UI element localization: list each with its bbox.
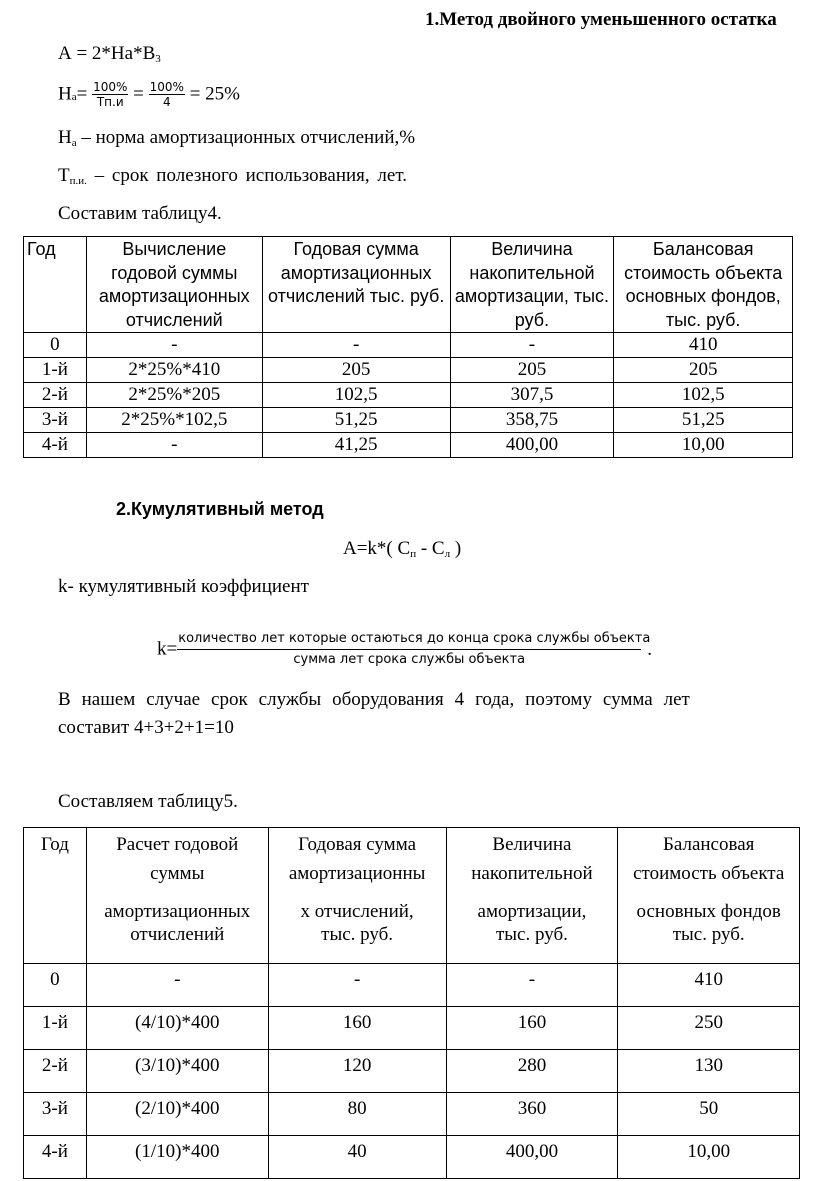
table-cell: 160 (268, 1007, 446, 1050)
table-cell: - (450, 333, 614, 358)
header-line: Расчет годовой суммы (116, 834, 239, 884)
rate-fraction-1 (92, 80, 128, 109)
header-line: х отчислений, тыс. руб. (300, 901, 414, 945)
k-period: . (647, 638, 652, 660)
table-cell: - (86, 433, 262, 458)
table-cell: - (268, 964, 446, 1007)
table-cell: 0 (24, 333, 87, 358)
table-cell: 130 (618, 1050, 800, 1093)
header-cell (618, 828, 800, 964)
paragraph-line-1: В нашем случае срок службы оборудования 4 года, поэтому сумма лет (58, 689, 690, 710)
table-cell: 120 (268, 1050, 446, 1093)
table-row (24, 333, 793, 358)
table5-intro: Составляем таблицу5. (58, 791, 238, 812)
table-cell: 10,00 (618, 1136, 800, 1179)
formula-cumulative (343, 538, 461, 560)
table-header-row (24, 237, 793, 333)
rate-symbol: Н (58, 83, 72, 105)
table-cell: 400,00 (446, 1136, 618, 1179)
header-cell: Величина накопительной амортизации, тыс. руб. (450, 237, 614, 333)
table-row (24, 383, 793, 408)
rate-eq: = (76, 83, 88, 105)
table-row (24, 1050, 800, 1093)
table-cell: 3-й (24, 1093, 87, 1136)
header-line: амортизационных отчислений (104, 901, 251, 945)
table-cell: 40 (268, 1136, 446, 1179)
table-row (24, 964, 800, 1007)
eq-sign: = (133, 83, 144, 105)
header-cell: Год (24, 237, 87, 333)
table-cell: 1-й (24, 1007, 87, 1050)
table-cell: 205 (262, 358, 450, 383)
table-cell: 410 (614, 333, 793, 358)
header-cell (86, 828, 268, 964)
definition-term (58, 165, 407, 187)
def-symbol: Н (58, 127, 72, 148)
header-cell (268, 828, 446, 964)
table-cell: (4/10)*400 (86, 1007, 268, 1050)
table-cell: 358,75 (450, 408, 614, 433)
table-row (24, 1136, 800, 1179)
paragraph-line-2: составит 4+3+2+1=10 (58, 717, 234, 738)
table-cell: 10,00 (614, 433, 793, 458)
table5 (23, 827, 800, 1179)
table-row (24, 433, 793, 458)
table-cell: 410 (618, 964, 800, 1007)
rate-subscript: а (71, 90, 77, 103)
table-cell: 2*25%*102,5 (86, 408, 262, 433)
table-cell: 41,25 (262, 433, 450, 458)
section1-heading: 1.Метод двойного уменьшенного остатка (425, 9, 777, 30)
table-cell: 307,5 (450, 383, 614, 408)
table-cell: 1-й (24, 358, 87, 383)
definition-rate (58, 127, 415, 149)
k-definition: k- кумулятивный коэффициент (58, 576, 309, 597)
table-cell: (2/10)*400 (86, 1093, 268, 1136)
header-cell: Годовая сумма амортизационных отчислений тыс. руб. (262, 237, 450, 333)
formula-text: А = 2*На*В (58, 43, 156, 64)
fraction-denominator: 4 (149, 94, 185, 109)
table-cell: 4-й (24, 1136, 87, 1179)
header-cell (446, 828, 618, 964)
header-line: Величина накопительной (471, 834, 593, 884)
table-cell: 360 (446, 1093, 618, 1136)
header-cell: Вычисление годовой суммы амортизационных отчислений (86, 237, 262, 333)
table-cell: 80 (268, 1093, 446, 1136)
table-cell: 280 (446, 1050, 618, 1093)
def-text: – срок полезного использования, лет. (86, 165, 407, 186)
formula-subscript: 3 (155, 53, 161, 65)
fraction-numerator: 100% (149, 80, 184, 94)
formula-text: ) (450, 538, 462, 559)
rate-fraction-2 (149, 80, 185, 109)
formula-subscript: л (444, 548, 451, 560)
table-cell: 51,25 (262, 408, 450, 433)
table-cell: 160 (446, 1007, 618, 1050)
table4 (23, 236, 793, 458)
k-fraction (177, 631, 651, 667)
table-cell: - (86, 333, 262, 358)
formula-subscript: п (410, 548, 417, 560)
section2-heading: 2.Кумулятивный метод (116, 499, 324, 519)
header-line: амортизации, тыс. руб. (477, 901, 587, 945)
fraction-numerator: количество лет которые остаються до конца срока службы объекта (178, 631, 651, 646)
def-subscript: п.и. (69, 175, 87, 187)
fraction-numerator: 100% (93, 80, 128, 94)
header-line: Год (40, 834, 69, 855)
table-row (24, 408, 793, 433)
table-cell: - (86, 964, 268, 1007)
table-cell: 50 (618, 1093, 800, 1136)
table-cell: (3/10)*400 (86, 1050, 268, 1093)
header-line: Годовая сумма амортизационны (288, 834, 426, 884)
table-row (24, 358, 793, 383)
table-row (24, 1093, 800, 1136)
table-cell: 51,25 (614, 408, 793, 433)
fraction-denominator: Тп.и (92, 94, 128, 109)
table-cell: 3-й (24, 408, 87, 433)
def-text: – норма амортизационных отчислений,% (76, 127, 416, 148)
table-cell: 2-й (24, 1050, 87, 1093)
formula-amortization (58, 43, 161, 65)
table-cell: 205 (450, 358, 614, 383)
table4-intro: Составим таблицу4. (58, 203, 222, 224)
formula-text: - С (416, 538, 445, 559)
k-symbol: k= (157, 638, 178, 660)
header-cell: Балансовая стоимость объекта основных фондов, тыс. руб. (614, 237, 793, 333)
header-line: Балансовая стоимость объекта (633, 834, 785, 884)
header-cell (24, 828, 87, 964)
table-cell: 250 (618, 1007, 800, 1050)
table-cell: - (446, 964, 618, 1007)
k-formula (157, 632, 652, 667)
table-cell: 205 (614, 358, 793, 383)
table-header-row (24, 828, 800, 964)
def-symbol: Т (58, 165, 70, 186)
table-cell: (1/10)*400 (86, 1136, 268, 1179)
table-cell: 4-й (24, 433, 87, 458)
formula-rate (58, 80, 240, 109)
table-cell: - (262, 333, 450, 358)
def-subscript: а (71, 137, 77, 149)
table-cell: 2*25%*410 (86, 358, 262, 383)
formula-text: А=k*( С (343, 538, 411, 559)
rate-result: = 25% (189, 83, 240, 105)
header-line: основных фондов тыс. руб. (636, 901, 781, 945)
table-cell: 2-й (24, 383, 87, 408)
table-cell: 0 (24, 964, 87, 1007)
table-cell: 102,5 (614, 383, 793, 408)
table-cell: 102,5 (262, 383, 450, 408)
table-row (24, 1007, 800, 1050)
fraction-denominator: сумма лет срока службы объекта (177, 649, 641, 667)
table-cell: 2*25%*205 (86, 383, 262, 408)
table-cell: 400,00 (450, 433, 614, 458)
